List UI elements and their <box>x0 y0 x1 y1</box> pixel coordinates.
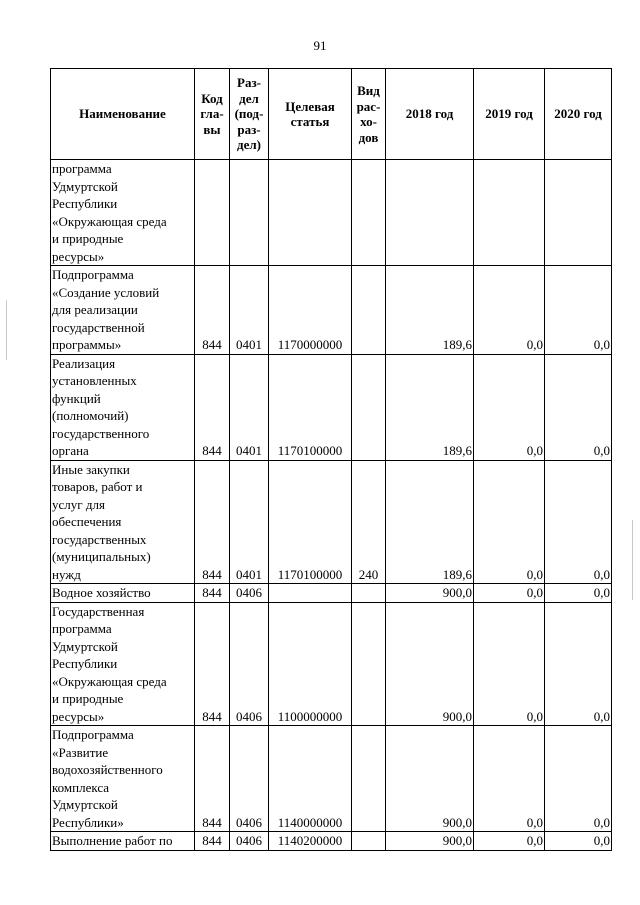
header-glava: Код гла- вы <box>195 69 230 160</box>
table-row <box>51 266 612 355</box>
cell-2019: 0,0 <box>474 602 545 726</box>
cell-razdel: 0406 <box>230 832 269 851</box>
cell-2020: 0,0 <box>545 266 612 355</box>
cell-statya: 1140200000 <box>269 832 352 851</box>
cell-razdel: 0401 <box>230 354 269 460</box>
cell-razdel: 0401 <box>230 460 269 584</box>
cell-name: Подпрограмма «Создание условий для реализации государственной программы» <box>51 266 195 355</box>
cell-2019: 0,0 <box>474 266 545 355</box>
cell-2020: 0,0 <box>545 354 612 460</box>
cell-vid <box>352 354 386 460</box>
cell-2018: 900,0 <box>386 832 474 851</box>
budget-table <box>50 68 612 851</box>
cell-2019: 0,0 <box>474 726 545 832</box>
cell-name: Водное хозяйство <box>51 584 195 603</box>
cell-vid <box>352 584 386 603</box>
cell-statya: 1170000000 <box>269 266 352 355</box>
cell-razdel: 0401 <box>230 266 269 355</box>
header-statya: Целевая статья <box>269 69 352 160</box>
cell-vid <box>352 726 386 832</box>
cell-statya: 1140000000 <box>269 726 352 832</box>
cell-name: Подпрограмма «Развитие водохозяйственного комплекса Удмуртской Республики» <box>51 726 195 832</box>
cell-vid: 240 <box>352 460 386 584</box>
cell-2020: 0,0 <box>545 602 612 726</box>
page-number: 91 <box>313 38 327 53</box>
cell-vid <box>352 602 386 726</box>
header-row <box>51 69 612 160</box>
cell-statya <box>269 584 352 603</box>
cell-statya: 1100000000 <box>269 602 352 726</box>
cell-glava: 844 <box>195 460 230 584</box>
header-razdel: Раз- дел (под- раз- дел) <box>230 69 269 160</box>
cell-2018: 900,0 <box>386 726 474 832</box>
cell-vid <box>352 832 386 851</box>
cell-statya: 1170100000 <box>269 460 352 584</box>
cell-name: программа Удмуртской Республики «Окружающая среда и природные ресурсы» <box>51 160 195 266</box>
cell-razdel: 0406 <box>230 726 269 832</box>
cell-glava: 844 <box>195 584 230 603</box>
header-vid: Вид рас- хо- дов <box>352 69 386 160</box>
cell-razdel: 0406 <box>230 584 269 603</box>
cell-glava: 844 <box>195 726 230 832</box>
scan-edge-mark <box>632 520 633 600</box>
cell-name: Реализация установленных функций (полномочий) государственного органа <box>51 354 195 460</box>
cell-name: Государственная программа Удмуртской Республики «Окружающая среда и природные ресурсы» <box>51 602 195 726</box>
header-2018: 2018 год <box>386 69 474 160</box>
cell-2020 <box>545 160 612 266</box>
cell-vid <box>352 266 386 355</box>
scan-edge-mark <box>6 300 7 360</box>
table-row <box>51 354 612 460</box>
cell-2019: 0,0 <box>474 460 545 584</box>
cell-2018: 900,0 <box>386 602 474 726</box>
cell-2020: 0,0 <box>545 726 612 832</box>
cell-2018: 189,6 <box>386 266 474 355</box>
table-row <box>51 460 612 584</box>
cell-statya: 1170100000 <box>269 354 352 460</box>
header-name: Наименование <box>51 69 195 160</box>
cell-razdel: 0406 <box>230 602 269 726</box>
cell-glava: 844 <box>195 266 230 355</box>
cell-2018: 189,6 <box>386 354 474 460</box>
cell-2018: 900,0 <box>386 584 474 603</box>
table-row <box>51 584 612 603</box>
header-2019: 2019 год <box>474 69 545 160</box>
cell-2019: 0,0 <box>474 354 545 460</box>
cell-glava: 844 <box>195 832 230 851</box>
cell-vid <box>352 160 386 266</box>
cell-name: Выполнение работ по <box>51 832 195 851</box>
cell-2020: 0,0 <box>545 584 612 603</box>
cell-2018: 189,6 <box>386 460 474 584</box>
cell-statya <box>269 160 352 266</box>
cell-glava: 844 <box>195 354 230 460</box>
table-row <box>51 832 612 851</box>
cell-2019: 0,0 <box>474 584 545 603</box>
cell-2018 <box>386 160 474 266</box>
table-row <box>51 160 612 266</box>
cell-2020: 0,0 <box>545 460 612 584</box>
cell-name: Иные закупки товаров, работ и услуг для обеспечения государственных (муниципальных) нужд <box>51 460 195 584</box>
table-row <box>51 726 612 832</box>
cell-2020: 0,0 <box>545 832 612 851</box>
cell-2019 <box>474 160 545 266</box>
cell-razdel <box>230 160 269 266</box>
header-2020: 2020 год <box>545 69 612 160</box>
cell-2019: 0,0 <box>474 832 545 851</box>
table-row <box>51 602 612 726</box>
cell-glava <box>195 160 230 266</box>
cell-glava: 844 <box>195 602 230 726</box>
